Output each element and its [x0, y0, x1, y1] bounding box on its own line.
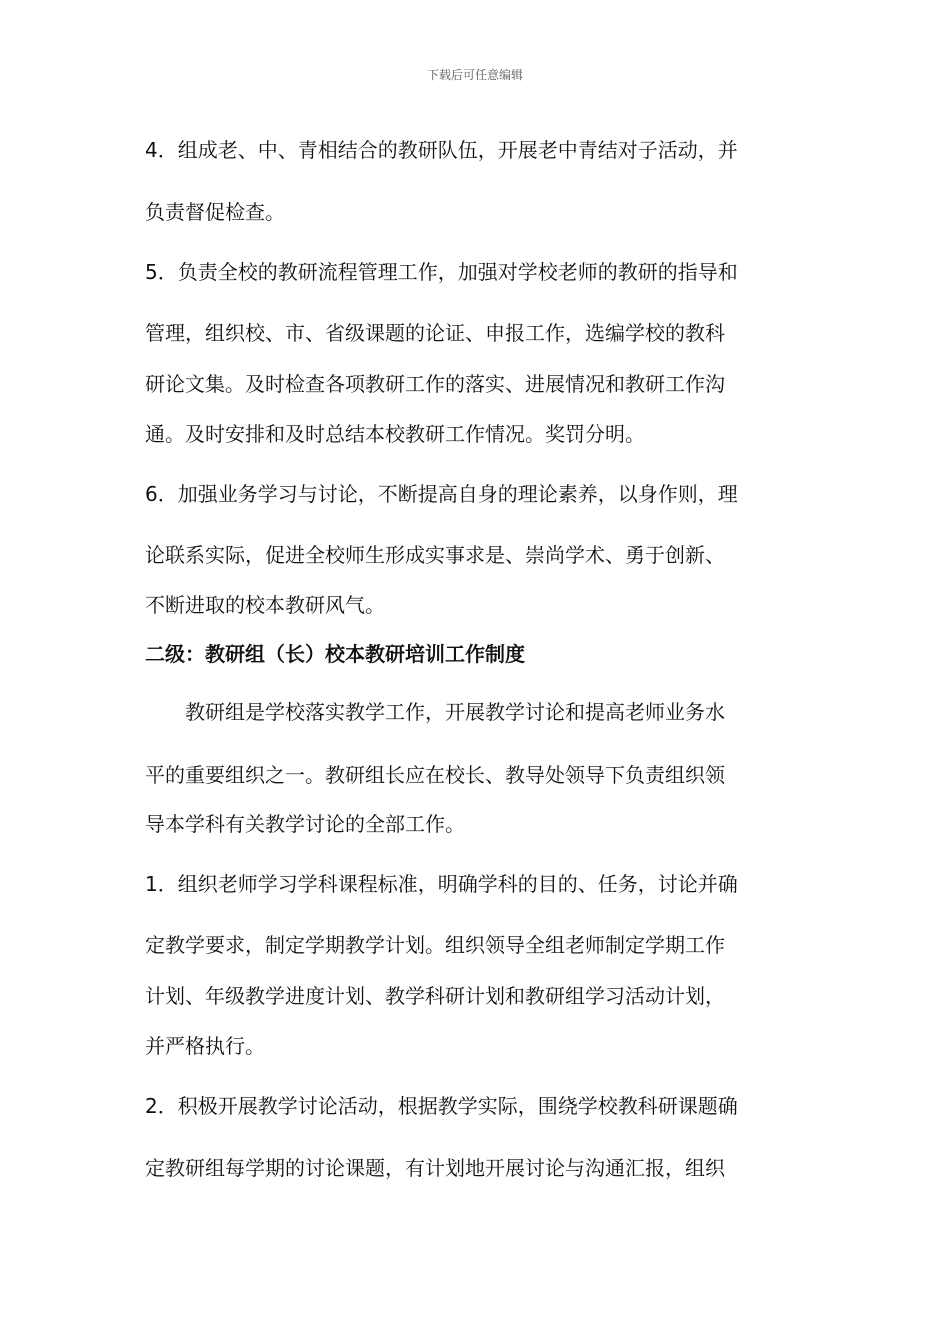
text-line: 1．组织老师学习学科课程标准，明确学科的目的、任务，讨论并确	[145, 872, 738, 896]
text-line: 计划、年级教学进度计划、教学科研计划和教研组学习活动计划，	[145, 984, 725, 1008]
text-line: 2．积极开展教学讨论活动，根据教学实际，围绕学校教科研课题确	[145, 1094, 738, 1118]
section-heading: 二级：教研组（长）校本教研培训工作制度	[145, 642, 525, 666]
text-line: 负责督促检查。	[145, 200, 285, 224]
text-line: 不断进取的校本教研风气。	[145, 593, 385, 617]
text-line: 4．组成老、中、青相结合的教研队伍，开展老中青结对子活动，并	[145, 138, 738, 162]
text-line: 研论文集。及时检查各项教研工作的落实、进展情况和教研工作沟	[145, 372, 725, 396]
text-line: 定教学要求，制定学期教学计划。组织领导全组老师制定学期工作	[145, 933, 725, 957]
text-line: 平的重要组织之一。教研组长应在校长、教导处领导下负责组织领	[145, 763, 725, 787]
text-line: 通。及时安排和及时总结本校教研工作情况。奖罚分明。	[145, 422, 645, 446]
text-line: 6．加强业务学习与讨论，不断提高自身的理论素养，以身作则，理	[145, 482, 738, 506]
text-line: 导本学科有关教学讨论的全部工作。	[145, 812, 465, 836]
page-header: 下载后可任意编辑	[426, 68, 523, 82]
text-line: 管理，组织校、市、省级课题的论证、申报工作，选编学校的教科	[145, 321, 725, 345]
text-line: 并严格执行。	[145, 1034, 265, 1058]
text-line: 定教研组每学期的讨论课题，有计划地开展讨论与沟通汇报，组织	[145, 1156, 725, 1180]
text-line: 5．负责全校的教研流程管理工作，加强对学校老师的教研的指导和	[145, 260, 738, 284]
text-line: 教研组是学校落实教学工作，开展教学讨论和提高老师业务水	[145, 700, 725, 724]
text-line: 论联系实际，促进全校师生形成实事求是、崇尚学术、勇于创新、	[145, 543, 725, 567]
